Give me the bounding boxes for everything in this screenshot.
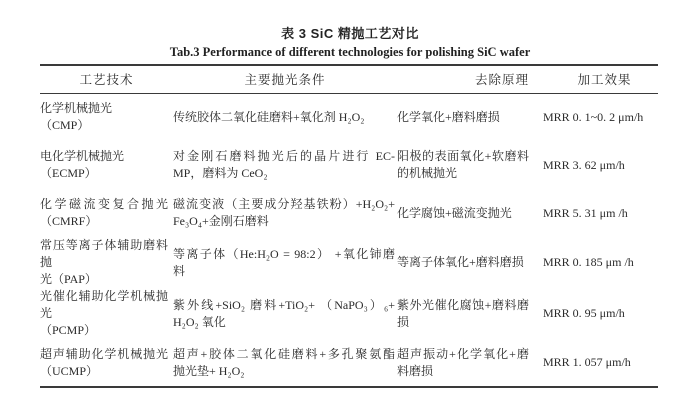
condition-cell xyxy=(173,288,397,339)
condition-line: 传统胶体二氧化硅磨料+氧化剂 H₂O₂ xyxy=(173,109,365,124)
tech-line: （UCMP） xyxy=(40,363,99,378)
condition-line: 超声+胶体二氧化硅磨料+多孔聚氨酯 xyxy=(173,346,395,361)
tech-line: 电化学机械抛光 xyxy=(40,149,125,163)
tech-cell xyxy=(40,141,173,189)
condition-line: 抛光垫+ H₂O₂ xyxy=(173,363,245,378)
condition-cell xyxy=(173,189,397,237)
principle-line: 化学腐蚀+磁流变抛光 xyxy=(397,205,512,220)
table-caption-en: Tab.3 Performance of different technologies for polishing SiC wafer xyxy=(169,45,531,59)
tech-line: 超声辅助化学机械抛光 xyxy=(40,346,168,361)
condition-cell xyxy=(173,339,397,387)
principle-line: 化学氧化+磨料磨损 xyxy=(397,109,500,124)
table-row-cmrf xyxy=(40,189,658,237)
condition-line: 等离子体（He:H₂O = 98:2） +氧化铈磨 xyxy=(173,246,395,261)
polishing-comparison-table xyxy=(40,64,658,388)
condition-line: H₂O₂ 氧化 xyxy=(173,314,226,329)
column-header-result: 加工效果 xyxy=(543,65,658,93)
mrr-cell: MRR 3. 62 μm/h xyxy=(543,157,625,172)
table-row-ecmp xyxy=(40,141,658,189)
tech-line: （ECMP） xyxy=(40,166,97,180)
tech-line: （PCMP） xyxy=(40,323,97,337)
mrr-cell: MRR 0. 95 μm/h xyxy=(543,306,625,320)
table-row-pap xyxy=(40,237,658,288)
principle-line: 紫外光催化腐蚀+磨料磨 xyxy=(397,297,529,312)
condition-line: 紫外线+SiO₂ 磨料+TiO₂+ （NaPO₃）₆+ xyxy=(173,297,395,312)
mrr-cell: MRR 5. 31 μm /h xyxy=(543,205,628,220)
table-caption-cn: 表 3 SiC 精抛工艺对比 xyxy=(281,26,419,41)
condition-line: 对金刚石磨料抛光后的晶片进行 EC- xyxy=(173,149,395,163)
tech-line: 化学机械抛光 xyxy=(40,101,113,116)
principle-cell xyxy=(397,141,543,189)
tech-cell xyxy=(40,288,173,339)
mrr-cell: MRR 1. 057 μm/h xyxy=(543,355,631,369)
column-header-conditions: 主要抛光条件 xyxy=(173,65,397,93)
tech-cell xyxy=(40,189,173,237)
principle-line: 等离子体氧化+磨料磨损 xyxy=(397,255,524,269)
principle-line: 阳极的表面氧化+软磨料 xyxy=(397,149,529,163)
tech-line: （CMRF） xyxy=(40,214,98,228)
table-row-pcmp xyxy=(40,288,658,339)
condition-line: MP，磨料为 CeO₂ xyxy=(173,166,268,180)
principle-cell xyxy=(397,339,543,387)
principle-cell xyxy=(397,189,543,237)
principle-line: 损 xyxy=(397,314,410,329)
principle-line: 的机械抛光 xyxy=(397,166,458,180)
principle-line: 料磨损 xyxy=(397,363,434,378)
principle-cell xyxy=(397,237,543,288)
mrr-cell: MRR 0. 185 μm /h xyxy=(543,255,634,269)
tech-cell xyxy=(40,237,173,288)
tech-cell xyxy=(40,339,173,387)
tech-cell xyxy=(40,93,173,141)
principle-line: 超声振动+化学氧化+磨 xyxy=(397,346,529,361)
condition-cell xyxy=(173,237,397,288)
tech-line: 常压等离子体辅助磨料抛 xyxy=(40,238,168,269)
condition-cell xyxy=(173,141,397,189)
tech-line: 光（PAP） xyxy=(40,272,97,286)
mrr-cell: MRR 0. 1~0. 2 μm/h xyxy=(543,109,644,124)
tech-line: 化学磁流变复合抛光 xyxy=(40,197,168,211)
condition-line: 料 xyxy=(173,263,186,278)
column-header-technology: 工艺技术 xyxy=(40,65,173,93)
table-row-ucmp xyxy=(40,339,658,387)
table-header-row xyxy=(40,65,658,93)
principle-cell xyxy=(397,93,543,141)
tech-line: （CMP） xyxy=(40,118,90,133)
table-row-cmp xyxy=(40,93,658,141)
principle-cell xyxy=(397,288,543,339)
condition-line: Fe₃O₄+金刚石磨料 xyxy=(173,214,269,228)
condition-line: 磁流变液（主要成分羟基铁粉）+H₂O₂+ xyxy=(173,197,395,211)
tech-line: 光催化辅助化学机械抛光 xyxy=(40,289,168,320)
condition-cell xyxy=(173,93,397,141)
column-header-principle: 去除原理 xyxy=(397,65,543,93)
